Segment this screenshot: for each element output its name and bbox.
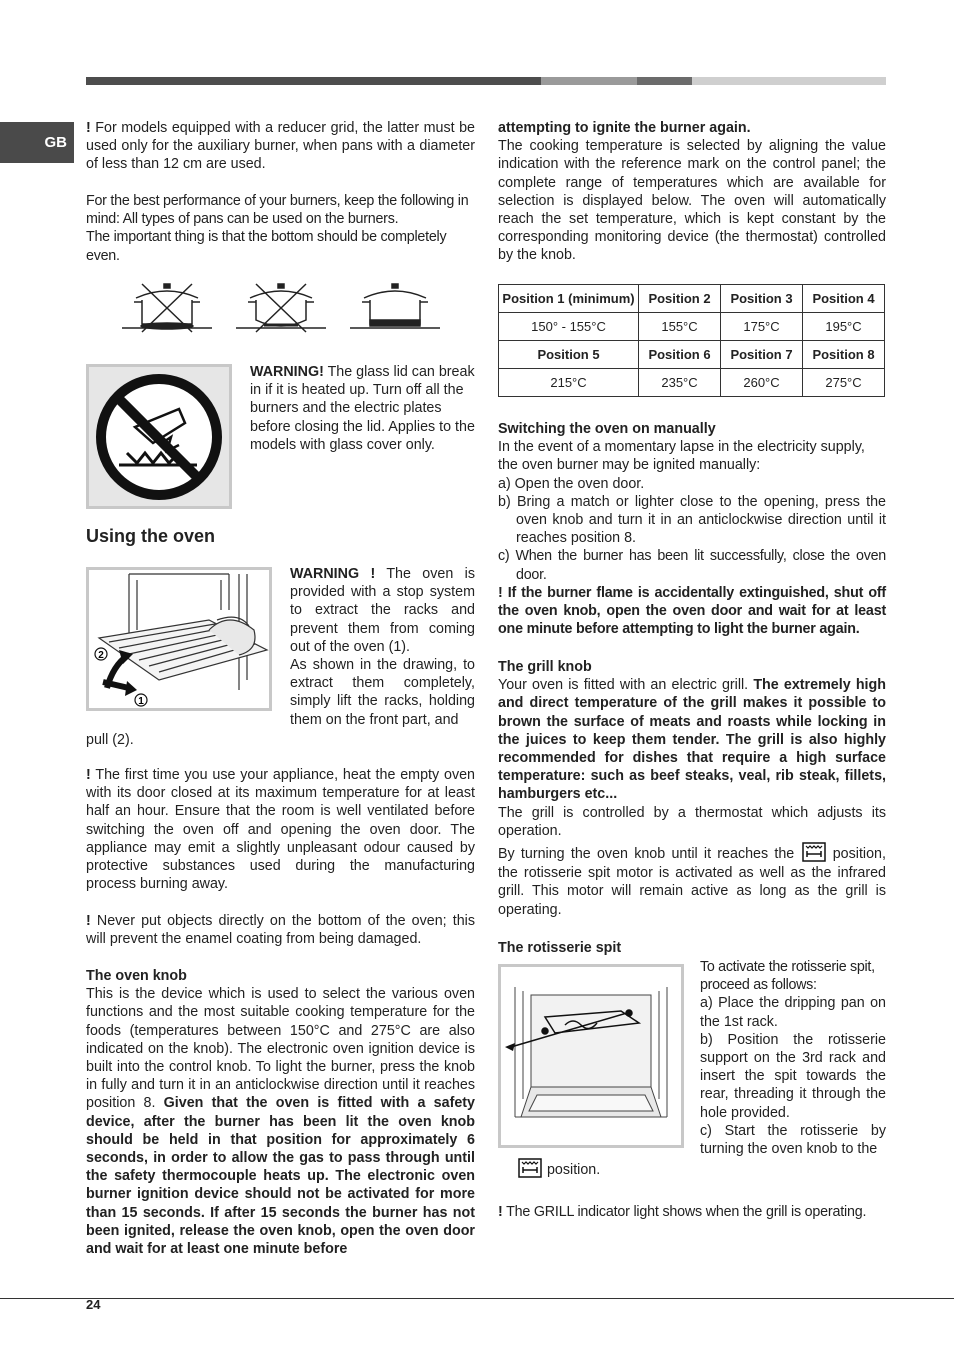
rack-warning-text-3: pull (2). [86, 732, 134, 748]
header-bar-seg-1 [86, 77, 541, 85]
grill-turn-text-2: position, the rotisserie spit motor is activated as well as the infrared grill. This motor will remain active as long as the grill is operating. [498, 846, 886, 918]
table-cell: 195°C [803, 313, 885, 341]
grill-bold: The extremely high and direct temperature of the grill makes it possible to brown the surface of meats and roasts while locking in the juices to keep them tender. The grill is also highly recommended for dishes that require a high surface temperature: such as beef steaks, veal, rib steak, fillets, hamburgers etc... [498, 677, 886, 803]
table-cell: Position 7 [721, 341, 803, 369]
header-bar [86, 77, 886, 85]
section-title: Using the oven [86, 526, 216, 546]
manual-step-c: c) When the burner has been lit successfully, close the oven door. [498, 548, 886, 583]
header-bar-seg-4 [692, 77, 886, 85]
grill-indicator-note [498, 1203, 888, 1221]
grill-rotisserie-icon [517, 1158, 543, 1178]
rack-warning [290, 565, 475, 729]
grill-text: Your oven is fitted with an electric grill. [498, 677, 754, 694]
oven-knob-heading: The oven knob [86, 968, 187, 984]
manual-step-b: b) Bring a match or lighter close to the opening, press the oven knob and turn it in an anticlockwise direction until it reaches position 8. [498, 493, 886, 547]
table-cell: 155°C [639, 313, 721, 341]
note-mark: ! [86, 120, 91, 136]
grill-turn-text-1: By turning the oven knob until it reaches the [498, 846, 795, 862]
spit-position-text: position. [543, 1162, 601, 1178]
rack-warning-label: WARNING ! [290, 566, 376, 582]
table-cell: 215°C [499, 369, 639, 397]
no-heat-lid-image [86, 364, 232, 509]
temperature-text: The cooking temperature is selected by aligning the value indication with the reference mark on the control panel; the complete range of temperatures which are available for selection is displayed below. The oven will automatically reach the set temperature, which is kept constant by the corresponding monitoring device (the thermostat) controlled by the knob. [498, 138, 886, 264]
no-heat-lid-icon [89, 367, 229, 506]
table-row [499, 341, 885, 369]
footer-rule [0, 1298, 954, 1299]
header-bar-seg-2 [541, 77, 637, 85]
reducer-note [86, 119, 475, 174]
table-cell: Position 2 [639, 285, 721, 313]
rack-extraction-image [86, 567, 272, 711]
note-mark: ! [86, 913, 91, 929]
spit-intro: To activate the rotisserie spit, proceed as follows: [700, 959, 875, 994]
table-row [499, 285, 885, 313]
spit-step-c: c) Start the rotisserie by turning the oven knob to the [700, 1122, 886, 1158]
table-row [499, 313, 885, 341]
table-row [499, 369, 885, 397]
lid-warning [250, 363, 476, 454]
table-cell: 150° - 155°C [499, 313, 639, 341]
pan-correct-icon [350, 284, 440, 328]
temperature-table [498, 284, 885, 397]
oven-knob-bold-cont: attempting to ignite the burner again. [498, 120, 751, 136]
bottom-note [86, 912, 475, 948]
spit-heading: The rotisserie spit [498, 940, 622, 956]
language-tab: GB [0, 122, 74, 163]
manual-step-a: a) Open the oven door. [498, 475, 645, 492]
lid-warning-label: WARNING! [250, 364, 324, 380]
performance-text-2: The important thing is that the bottom should be completely even. [86, 229, 447, 264]
manual-intro: In the event of a momentary lapse in the electricity supply, the oven burner may be ignited manually: [498, 439, 865, 474]
grill-indicator-text: The GRILL indicator light shows when the grill is operating. [502, 1204, 867, 1220]
header-bar-seg-3 [637, 77, 692, 85]
performance-text-1: For the best performance of your burners, keep the following in mind: All types of pans can be used on the burners. [86, 193, 469, 228]
manual-heading: Switching the oven on manually [498, 421, 716, 437]
temperature-section [498, 119, 886, 265]
grill-heading: The grill knob [498, 659, 592, 675]
table-cell: 175°C [721, 313, 803, 341]
rack-warning-text-1: The oven is provided with a stop system to extract the racks and prevent them from coming out of the oven (1). [290, 566, 475, 655]
oven-knob-section [86, 967, 475, 1258]
spit-steps [700, 958, 886, 1158]
flame-note: If the burner flame is accidentally extinguished, shut off the oven knob, open the oven door and wait for at least one minute before attempting to light the burner again. [498, 584, 886, 638]
rack-warning-text-2: As shown in the drawing, to extract them completely, simply lift the racks, holding them on the front part, and [290, 657, 475, 728]
page-number: 24 [86, 1297, 101, 1312]
reducer-note-text: For models equipped with a reducer grid, the latter must be used only for the auxiliary burner, when pans with a diameter of less than 12 cm are used. [86, 120, 475, 173]
grill-section [498, 658, 886, 840]
rack-callout-2: 2 [98, 650, 104, 661]
pan-wrong-2-icon [236, 284, 326, 332]
spit-step-a: a) Place the dripping pan on the 1st rack. [700, 995, 886, 1030]
table-cell: 275°C [803, 369, 885, 397]
manual-section [498, 420, 886, 638]
grill-thermostat: The grill is controlled by a thermostat which adjusts its operation. [498, 804, 886, 839]
oven-knob-bold: Given that the oven is fitted with a safety device, after the burner has been lit the oven knob should be held in that position for approximately 6 seconds, in order to allow the gas to pass through until the safety thermocouple heats up. The electronic oven burner ignition device should not be activated for more than 15 seconds. If after 15 seconds the burner has not been ignited, release the oven knob, open the oven door and wait for at least one minute before [86, 1095, 475, 1258]
table-cell: Position 4 [803, 285, 885, 313]
table-cell: Position 3 [721, 285, 803, 313]
note-mark: ! [86, 767, 91, 783]
grill-rotisserie-icon [801, 842, 827, 862]
first-use-text: The first time you use your appliance, heat the empty oven with its door closed at its maximum temperature for at least half an hour. Ensure that the room is well ventilated before switching the oven off and opening the oven door. The appliance may emit a slightly unpleasant odour caused by protective substances used during the manufacturing process burning away. [86, 767, 475, 893]
spit-step-b: b) Position the rotisserie support on the 3rd rack and insert the spit towards the rear, threading it through the hole provided. [700, 1031, 886, 1121]
table-cell: Position 6 [639, 341, 721, 369]
grill-turn [498, 842, 886, 919]
table-cell: 235°C [639, 369, 721, 397]
lid-warning-text: The glass lid can break in if it is heated up. Turn off all the burners and the electric plates before closing the lid. Applies to the models with glass cover only. [250, 364, 475, 453]
note-mark: ! [498, 1204, 503, 1220]
note-mark: ! [498, 584, 503, 601]
pan-illustrations [120, 280, 440, 336]
pan-wrong-1-icon [122, 284, 212, 332]
oven-knob-text: This is the device which is used to select the various oven functions and the most suitable cooking temperature for the foods (temperatures between 150°C and 275°C are also indicated on the knob). The electronic oven ignition device is built into the control knob. To light the burner, press the knob in fully and turn it in an anticlockwise direction until it reaches position 8. [86, 986, 475, 1112]
rack-callout-1: 1 [138, 696, 144, 707]
table-cell: 260°C [721, 369, 803, 397]
rack-extraction-icon [89, 570, 269, 708]
first-use-note [86, 766, 475, 893]
spit-position [517, 1158, 600, 1179]
table-cell: Position 8 [803, 341, 885, 369]
rotisserie-oven-icon [501, 967, 681, 1145]
performance-note [86, 192, 475, 265]
rotisserie-image [498, 964, 684, 1148]
table-cell: Position 1 (minimum) [499, 285, 639, 313]
table-cell: Position 5 [499, 341, 639, 369]
bottom-note-text: Never put objects directly on the bottom of the oven; this will prevent the enamel coating from being damaged. [86, 913, 475, 948]
